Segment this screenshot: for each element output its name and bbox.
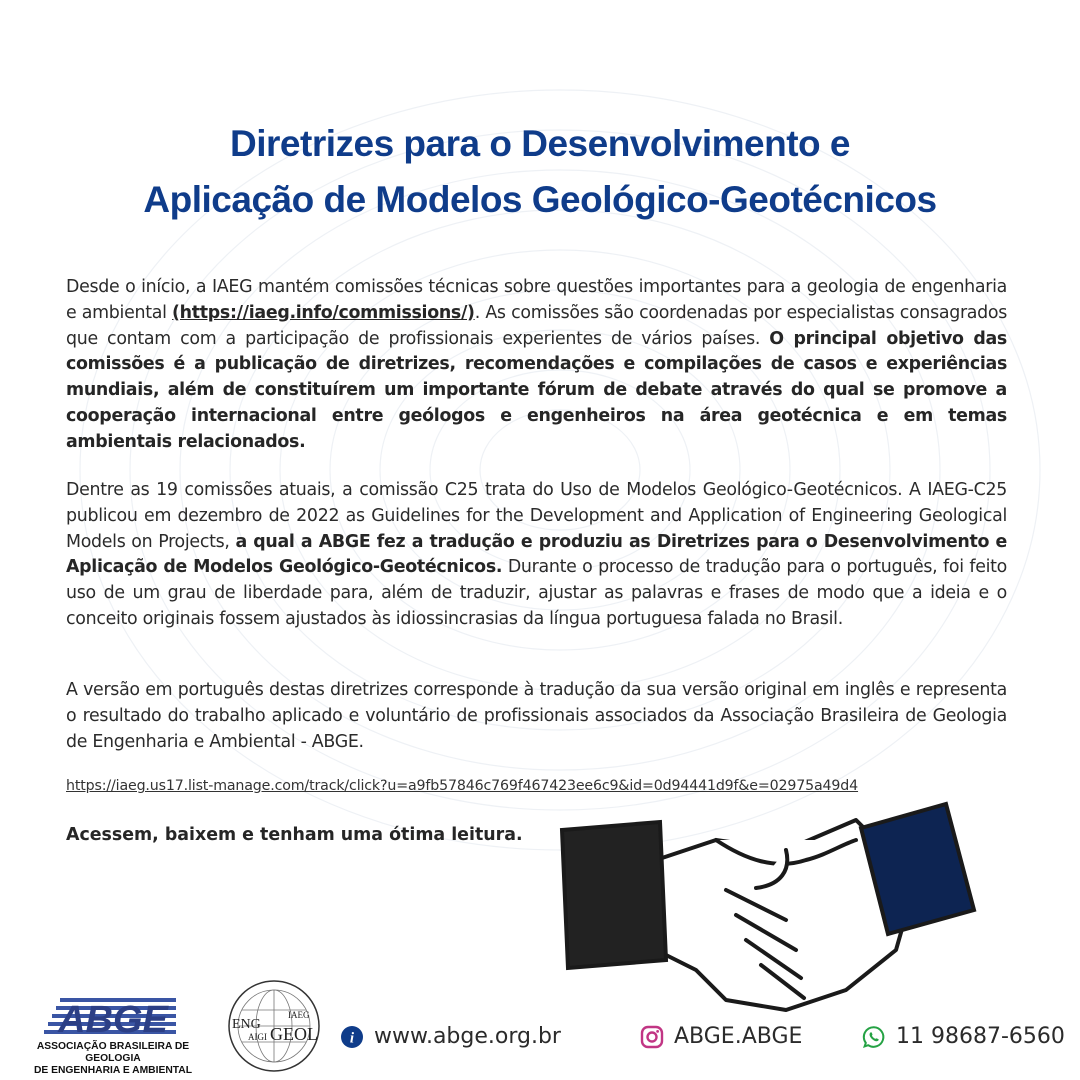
instagram-contact[interactable] <box>640 1024 802 1049</box>
engeol-eng-text: ENG <box>232 1017 261 1032</box>
paragraph-intro-text: Desde o início, a IAEG mantém comissões técnicas sobre questões importantes para a geologia de engenharia e ambiental <box>66 277 1007 323</box>
page-title <box>40 116 1040 228</box>
paragraph-intro <box>66 275 1007 456</box>
title-line-2: Aplicação de Modelos Geológico-Geotécnicos <box>143 179 937 220</box>
download-link[interactable]: https://iaeg.us17.list-manage.com/track/click?u=a9fb57846c769f467423ee6c9&id=0d94441d9f&e=02975a49d4 <box>66 778 859 794</box>
engeol-logo <box>226 978 322 1074</box>
abge-subtitle <box>8 1041 218 1077</box>
left-cuff <box>562 822 666 968</box>
commissions-link[interactable]: (https://iaeg.info/commissions/) <box>172 302 475 323</box>
paragraph-version <box>66 678 1007 755</box>
engeol-aigi-text: AIGI <box>248 1032 267 1042</box>
engeol-geol-text: GEOL <box>270 1024 318 1044</box>
abge-subtitle-line-2: DE ENGENHARIA E AMBIENTAL <box>33 1065 193 1076</box>
phone-number[interactable]: 11 98687-6560 <box>896 1024 1065 1049</box>
instagram-handle[interactable]: ABGE.ABGE <box>674 1024 803 1049</box>
phone-contact[interactable] <box>862 1024 1065 1049</box>
info-icon <box>340 1025 364 1049</box>
paragraph-version-text: A versão em português destas diretrizes corresponde à tradução da sua versão original em inglês e representa o resultado do trabalho aplicado e voluntário de profissionais associados da Associação Brasileira de Geologia de Engenharia e Ambiental - ABGE. <box>66 680 1007 752</box>
handshake-illustration <box>556 800 980 1018</box>
paragraph-c25-text: Dentre as 19 comissões atuais, a comissão C25 trata do Uso de Modelos Geológico-Geotécnicos. A IAEG-C25 publicou em dezembro de 2022 as Guidelines for the Development and Application of Engineering Geological Models on Projects, <box>66 480 1007 552</box>
paragraph-c25-text-2: Durante o processo de tradução para o português, foi feito uso de um grau de liberdade para, além de traduzir, ajustar as palavras e frases de modo que a ideia e o conceito originais fossem ajustados às idiossincrasias da língua portuguesa falada no Brasil. <box>66 557 1007 629</box>
paragraph-intro-text-2: . As comissões são coordenadas por especialistas consagrados que contam com a participação de profissionais experientes de vários países. <box>66 302 1007 349</box>
paragraph-c25-bold: a qual a ABGE fez a tradução e produziu as Diretrizes para o Desenvolvimento e Aplicação de Modelos Geológico-Geotécnicos. <box>66 531 1007 578</box>
engeol-iaeg-text: IAEG <box>288 1010 310 1020</box>
website-text[interactable]: www.abge.org.br <box>374 1024 561 1049</box>
title-line-1: Diretrizes para o Desenvolvimento e <box>230 123 850 164</box>
svg-text:i: i <box>349 1030 355 1046</box>
abge-wordmark: ABGE <box>58 999 168 1041</box>
closing-text: Acessem, baixem e tenham uma ótima leitura. <box>66 825 523 845</box>
whatsapp-icon <box>862 1025 886 1049</box>
instagram-icon <box>640 1025 664 1049</box>
paragraph-intro-bold: O principal objetivo das comissões é a publicação de diretrizes, recomendações e compilações de casos e experiências mundiais, além de constituírem um importante fórum de debate através do qual se promove a cooperação internacional entre geólogos e engenheiros na área geotécnica e em temas ambientais relacionados. <box>66 328 1007 452</box>
abge-subtitle-line-1: ASSOCIAÇÃO BRASILEIRA DE GEOLOGIA <box>36 1041 190 1064</box>
website-contact[interactable] <box>340 1024 561 1049</box>
paragraph-c25 <box>66 478 1007 633</box>
